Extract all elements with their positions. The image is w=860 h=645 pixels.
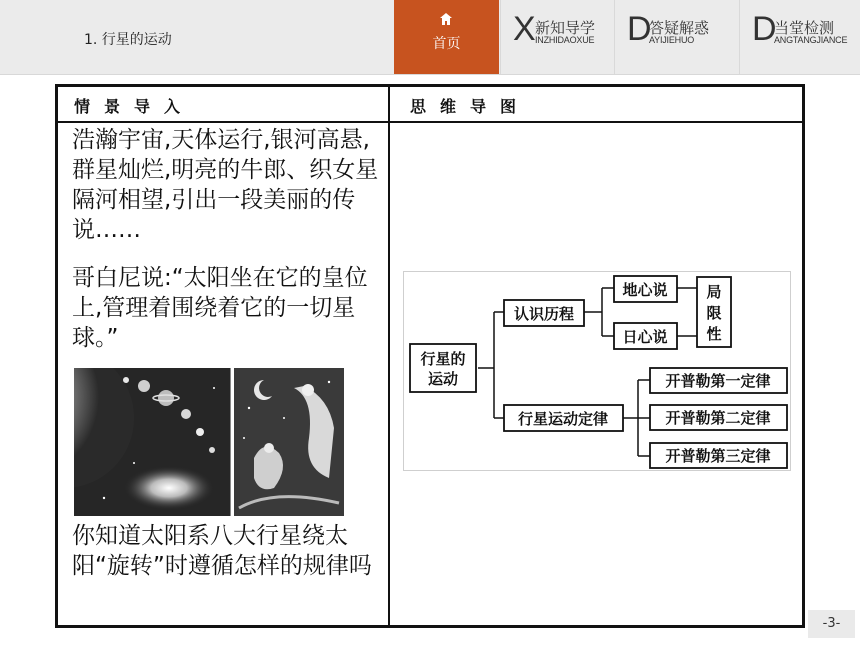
tab-letter: X [513, 10, 536, 48]
mindmap-limit-c2: 限 [706, 304, 722, 322]
question-paragraph: 你知道太阳系八大行星绕太阳“旋转”时遵循怎样的规律吗 [72, 523, 372, 579]
home-icon [439, 12, 453, 26]
mindmap-kepler-1: 开普勒第一定律 [665, 372, 771, 390]
mindmap-root-line2: 运动 [427, 370, 459, 388]
intro-paragraph: 浩瀚宇宙,天体运行,银河高悬,群星灿烂,明亮的牛郎、织女星隔河相望,引出一段美丽的传说…… [72, 127, 379, 243]
content-table [55, 84, 805, 628]
tab-letter: D [627, 10, 652, 48]
mindmap-branch-laws: 行星运动定律 [517, 410, 609, 428]
tab-pinyin: AYIJIEHUO [649, 35, 695, 45]
mindmap-branch-history: 认识历程 [513, 305, 575, 323]
tab-letter: D [752, 10, 777, 48]
left-column-header: 情景导入 [74, 97, 195, 116]
page-number: -3- [808, 610, 855, 638]
tab-q-and-a[interactable] [614, 0, 739, 74]
lesson-title: 1. 行星的运动 [84, 32, 172, 48]
mindmap-root-line1: 行星的 [420, 350, 466, 368]
mindmap-geocentric: 地心说 [622, 281, 668, 299]
tab-label: 新知导学 [535, 19, 596, 37]
tab-pinyin: INZHIDAOXUE [535, 35, 595, 45]
copernicus-quote: 哥白尼说:“太阳坐在它的皇位上,管理着围绕着它的一切星球。” [72, 265, 368, 351]
top-nav-bar [0, 0, 860, 75]
column-divider [388, 87, 390, 625]
mindmap-limit-c3: 性 [706, 325, 722, 343]
mind-map [403, 271, 791, 471]
tab-label: 答疑解惑 [649, 19, 710, 37]
tab-pinyin: ANGTANGJIANCE [774, 35, 848, 45]
right-column-header: 思维导图 [410, 97, 531, 116]
mindmap-kepler-3: 开普勒第三定律 [665, 447, 771, 465]
home-label: 首页 [432, 36, 461, 52]
home-button[interactable] [394, 0, 499, 74]
tab-label: 当堂检测 [774, 19, 835, 37]
tab-in-class-test[interactable] [739, 0, 860, 74]
solar-system-image [74, 368, 231, 516]
cowherd-weaver-image [234, 368, 344, 516]
tab-new-knowledge[interactable] [500, 0, 614, 74]
table-header-row [58, 87, 802, 123]
mindmap-kepler-2: 开普勒第二定律 [665, 409, 771, 427]
mindmap-heliocentric: 日心说 [622, 328, 668, 346]
mindmap-limit-c1: 局 [706, 283, 722, 301]
